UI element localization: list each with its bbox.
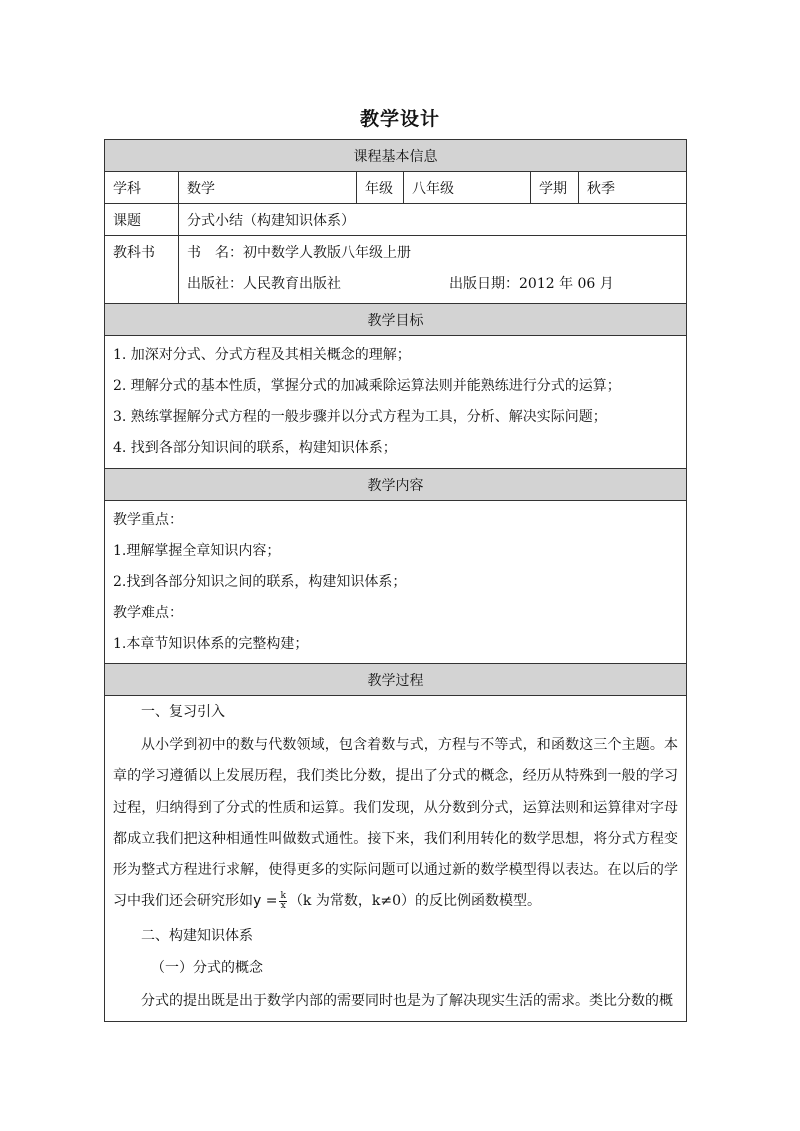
textbook-label: 教科书	[105, 236, 179, 304]
difficulties-label: 教学难点：	[113, 605, 183, 621]
process-header: 教学过程	[105, 664, 687, 696]
subject-label: 学科	[105, 172, 179, 204]
objective-item: 1. 加深对分式、分式方程及其相关概念的理解；	[113, 347, 411, 363]
grade-value: 八年级	[404, 172, 531, 204]
objectives-header: 教学目标	[105, 304, 687, 336]
basic-info-header: 课程基本信息	[105, 140, 687, 172]
publish-date-line: 出版日期：2012 年 06 月	[449, 276, 614, 292]
content-body	[105, 501, 687, 664]
fraction-k-over-x: $\frac{k}{x}$	[280, 890, 286, 911]
formula-lhs: y =	[253, 893, 278, 910]
key-point-item: 2.找到各部分知识之间的联系，构建知识体系；	[113, 574, 407, 590]
grade-label: 年级	[357, 172, 404, 204]
section-title: 二、构建知识体系	[141, 927, 253, 944]
concept-paragraph: 分式的提出既是出于数学内部的需要同时也是为了解决现实生活的需求。类比分数的概	[141, 992, 673, 1009]
content-header: 教学内容	[105, 469, 687, 501]
process-body	[105, 696, 687, 1022]
difficulty-item: 1.本章节知识体系的完整构建；	[113, 636, 309, 652]
book-name-line: 书 名：初中数学人教版八年级上册	[187, 245, 411, 261]
publisher-row	[187, 269, 678, 300]
objective-item: 2. 理解分式的基本性质，掌握分式的加减乘除运算法则并能熟练进行分式的运算；	[113, 378, 621, 394]
key-point-item: 1.理解掌握全章知识内容；	[113, 543, 281, 559]
topic-label: 课题	[105, 204, 179, 236]
textbook-details	[179, 236, 687, 304]
review-paragraph: 从小学到初中的数与代数领域，包含着数与式，方程与不等式，和函数这三个主题。本章的学习遵循以上发展历程，我们类比分数，提出了分式的概念，经历从特殊到一般的学习过程，归纳得到了分式的性质和运算。我们发现，从分数到分式，运算法则和运算律对字母都成立我们把这种相通性叫做数式通性。接下来，我们利用转化的数学思想，将分式方程变形为整式方程进行求解，使得更多的实际问题可以通过新的数学模型得以表达。在以后的学习中我们还会研究形如y = $\frac{k}{x}$ （k 为常数，k≠0）的反比例函数模型。	[113, 737, 679, 911]
topic-value: 分式小结（构建知识体系）	[179, 204, 687, 236]
objectives-body	[105, 336, 687, 469]
page-title: 教学设计	[359, 108, 440, 130]
lesson-design-table	[104, 139, 687, 1022]
key-points-label: 教学重点：	[113, 512, 183, 528]
publisher-line: 出版社：人民教育出版社	[187, 276, 341, 292]
subject-value: 数学	[179, 172, 357, 204]
subsection-title: （一）分式的概念	[151, 959, 263, 976]
term-label: 学期	[531, 172, 579, 204]
section-title: 一、复习引入	[141, 704, 225, 720]
objective-item: 4. 找到各部分知识间的联系，构建知识体系；	[113, 440, 397, 456]
term-value: 秋季	[579, 172, 687, 204]
objective-item: 3. 熟练掌握解分式方程的一般步骤并以分式方程为工具，分析、解决实际问题；	[113, 409, 607, 425]
